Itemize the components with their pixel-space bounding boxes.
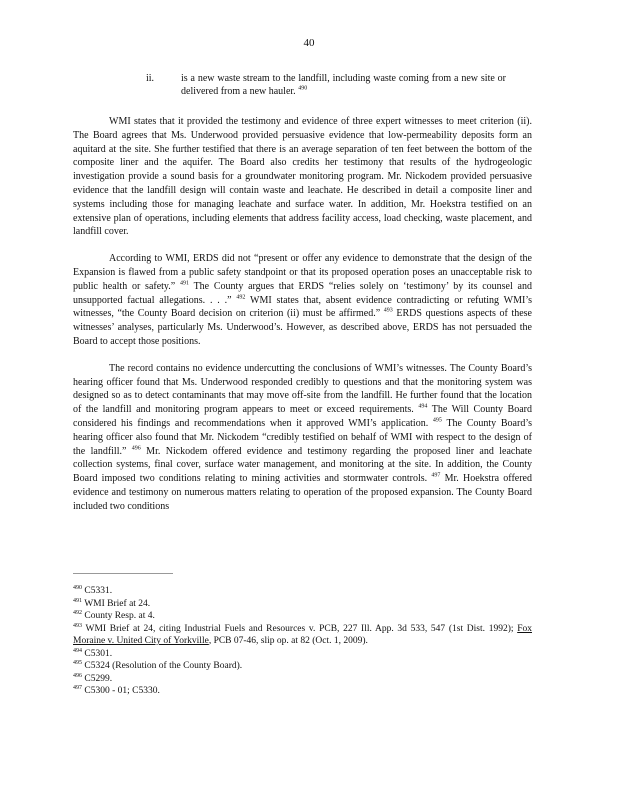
- text-run: C5301.: [84, 648, 113, 659]
- footnote-ref: 497: [431, 472, 441, 479]
- footnote-ref: 493: [383, 308, 393, 315]
- text-run: The record contains no evidence undercutting the conclusions of WMI’s witnesses. The County Board’s hearing officer found that Ms. Underwood responded credibly to questions and that the monitoring system was designed so as to detect contaminants that may move off-site from the landfill. He further found that the location of the landfill and monitoring program appears to meet or exceed requirements.: [73, 362, 532, 416]
- footnote: [73, 685, 532, 698]
- text-run: Mr. Nickodem offered evidence and testimony regarding the proposed liner and leachate collection systems, final cover, surface water management, and monitoring at the site. In addition, the County Board imposed two conditions relating to mining activities and stormwater controls.: [73, 445, 532, 485]
- text-run: According to WMI, ERDS did not “present or offer any evidence to demonstrate that the design of the Expansion is flawed from a public safety standpoint or that its proposed operation poses an unacceptable risk to public health or safety.”: [73, 253, 532, 292]
- paragraph: [73, 115, 532, 239]
- footnote-number: 490: [73, 584, 82, 591]
- footnote-number: 496: [73, 672, 82, 679]
- text-run: The County argues that ERDS “relies solely on ‘testimony’ by its counsel and unsupported factual allegations. . . .”: [73, 280, 532, 306]
- text-run: WMI states that it provided the testimony and evidence of three expert witnesses to meet criterion (ii). The Board agrees that Ms. Underwood provided persuasive evidence that low-permeability deposits form an aquitard at the site. She further testified that there is an average separation of ten feet between the bottom of the composite liner and the aquifer. The Board also credits her testimony that results of the hydrogeologic investigation provide a sound basis for a groundwater monitoring program. Mr. Nickodem provided persuasive evidence that the landfill design will contain waste and leachate. He described in detail a composite liner and systems including those for managing leachate and surface water. In addition, Mr. Hoekstra testified on an extensive plan of operations, including elements that address facility access, load checking, waste placement, and landfill cover.: [73, 116, 532, 238]
- footnote-number: 491: [73, 597, 82, 604]
- footnote-number: 495: [73, 659, 82, 666]
- case-citation: Fox Moraine v. United City of Yorkville: [73, 623, 532, 646]
- text-run: WMI states that, absent evidence contradicting or refuting WMI’s witnesses, “the County Board decision on criterion (ii) must be affirmed.”: [73, 294, 532, 320]
- text-run: , PCB 07-46, slip op. at 82 (Oct. 1, 2009).: [208, 636, 368, 646]
- text-run: County Resp. at 4.: [84, 611, 155, 621]
- footnote-number: 493: [73, 622, 82, 629]
- paragraph: [73, 252, 532, 349]
- page-number: 40: [303, 37, 315, 49]
- text-run: C5324 (Resolution of the County Board).: [84, 661, 243, 671]
- text-run: C5300 - 01; C5330.: [84, 686, 160, 696]
- text-run: Mr. Hoekstra offered evidence and testimony on numerous matters relating to operation of the proposed expansion. The County Board included two conditions: [73, 473, 532, 512]
- footnote: [73, 598, 532, 611]
- criterion-list-item: [146, 72, 506, 98]
- footnote: [73, 623, 532, 648]
- footnote-number: 492: [73, 609, 82, 616]
- text-run: ERDS questions aspects of these witnesses’ analyses, particularly Ms. Underwood’s. However, as described above, ERDS has not persuaded the Board to accept those positions.: [73, 308, 532, 347]
- text-run: WMI Brief at 24, citing Industrial Fuels and Resources v. PCB, 227 Ill. App. 3d 533, 547 (1st Dist. 1992);: [85, 623, 518, 634]
- text-run: The Will County Board considered his findings and recommendations when it approved WMI’s application.: [73, 404, 532, 429]
- footnote: [73, 648, 532, 661]
- list-item-text: is a new waste stream to the landfill, including waste coming from a new site or delivered from a new hauler. $^{490}$: [181, 73, 506, 97]
- text-run: The County Board’s hearing officer also found that Mr. Nickodem “credibly testified on behalf of WMI with respect to the design of the landfill.”: [73, 417, 532, 457]
- footnote-divider: [73, 573, 173, 574]
- body-text: [73, 115, 532, 527]
- footnote-ref: 494: [418, 403, 428, 410]
- footnote-ref: 491: [179, 280, 189, 287]
- footnote-number: 497: [73, 684, 82, 691]
- footnote-ref: 495: [432, 417, 442, 424]
- footnote-ref: 490: [298, 85, 308, 92]
- paragraph: [73, 362, 532, 514]
- footnote-ref: 496: [131, 445, 141, 452]
- text-run: C5299.: [84, 673, 113, 684]
- footnotes: [73, 585, 532, 698]
- list-item-number: ii.: [146, 73, 155, 84]
- footnote: [73, 673, 532, 686]
- footnote: [73, 610, 532, 623]
- footnote: [73, 585, 532, 598]
- footnote: [73, 660, 532, 673]
- text-run: C5331.: [84, 586, 113, 596]
- text-run: WMI Brief at 24.: [84, 598, 151, 609]
- footnote-number: 494: [73, 647, 82, 654]
- footnote-ref: 492: [236, 294, 246, 301]
